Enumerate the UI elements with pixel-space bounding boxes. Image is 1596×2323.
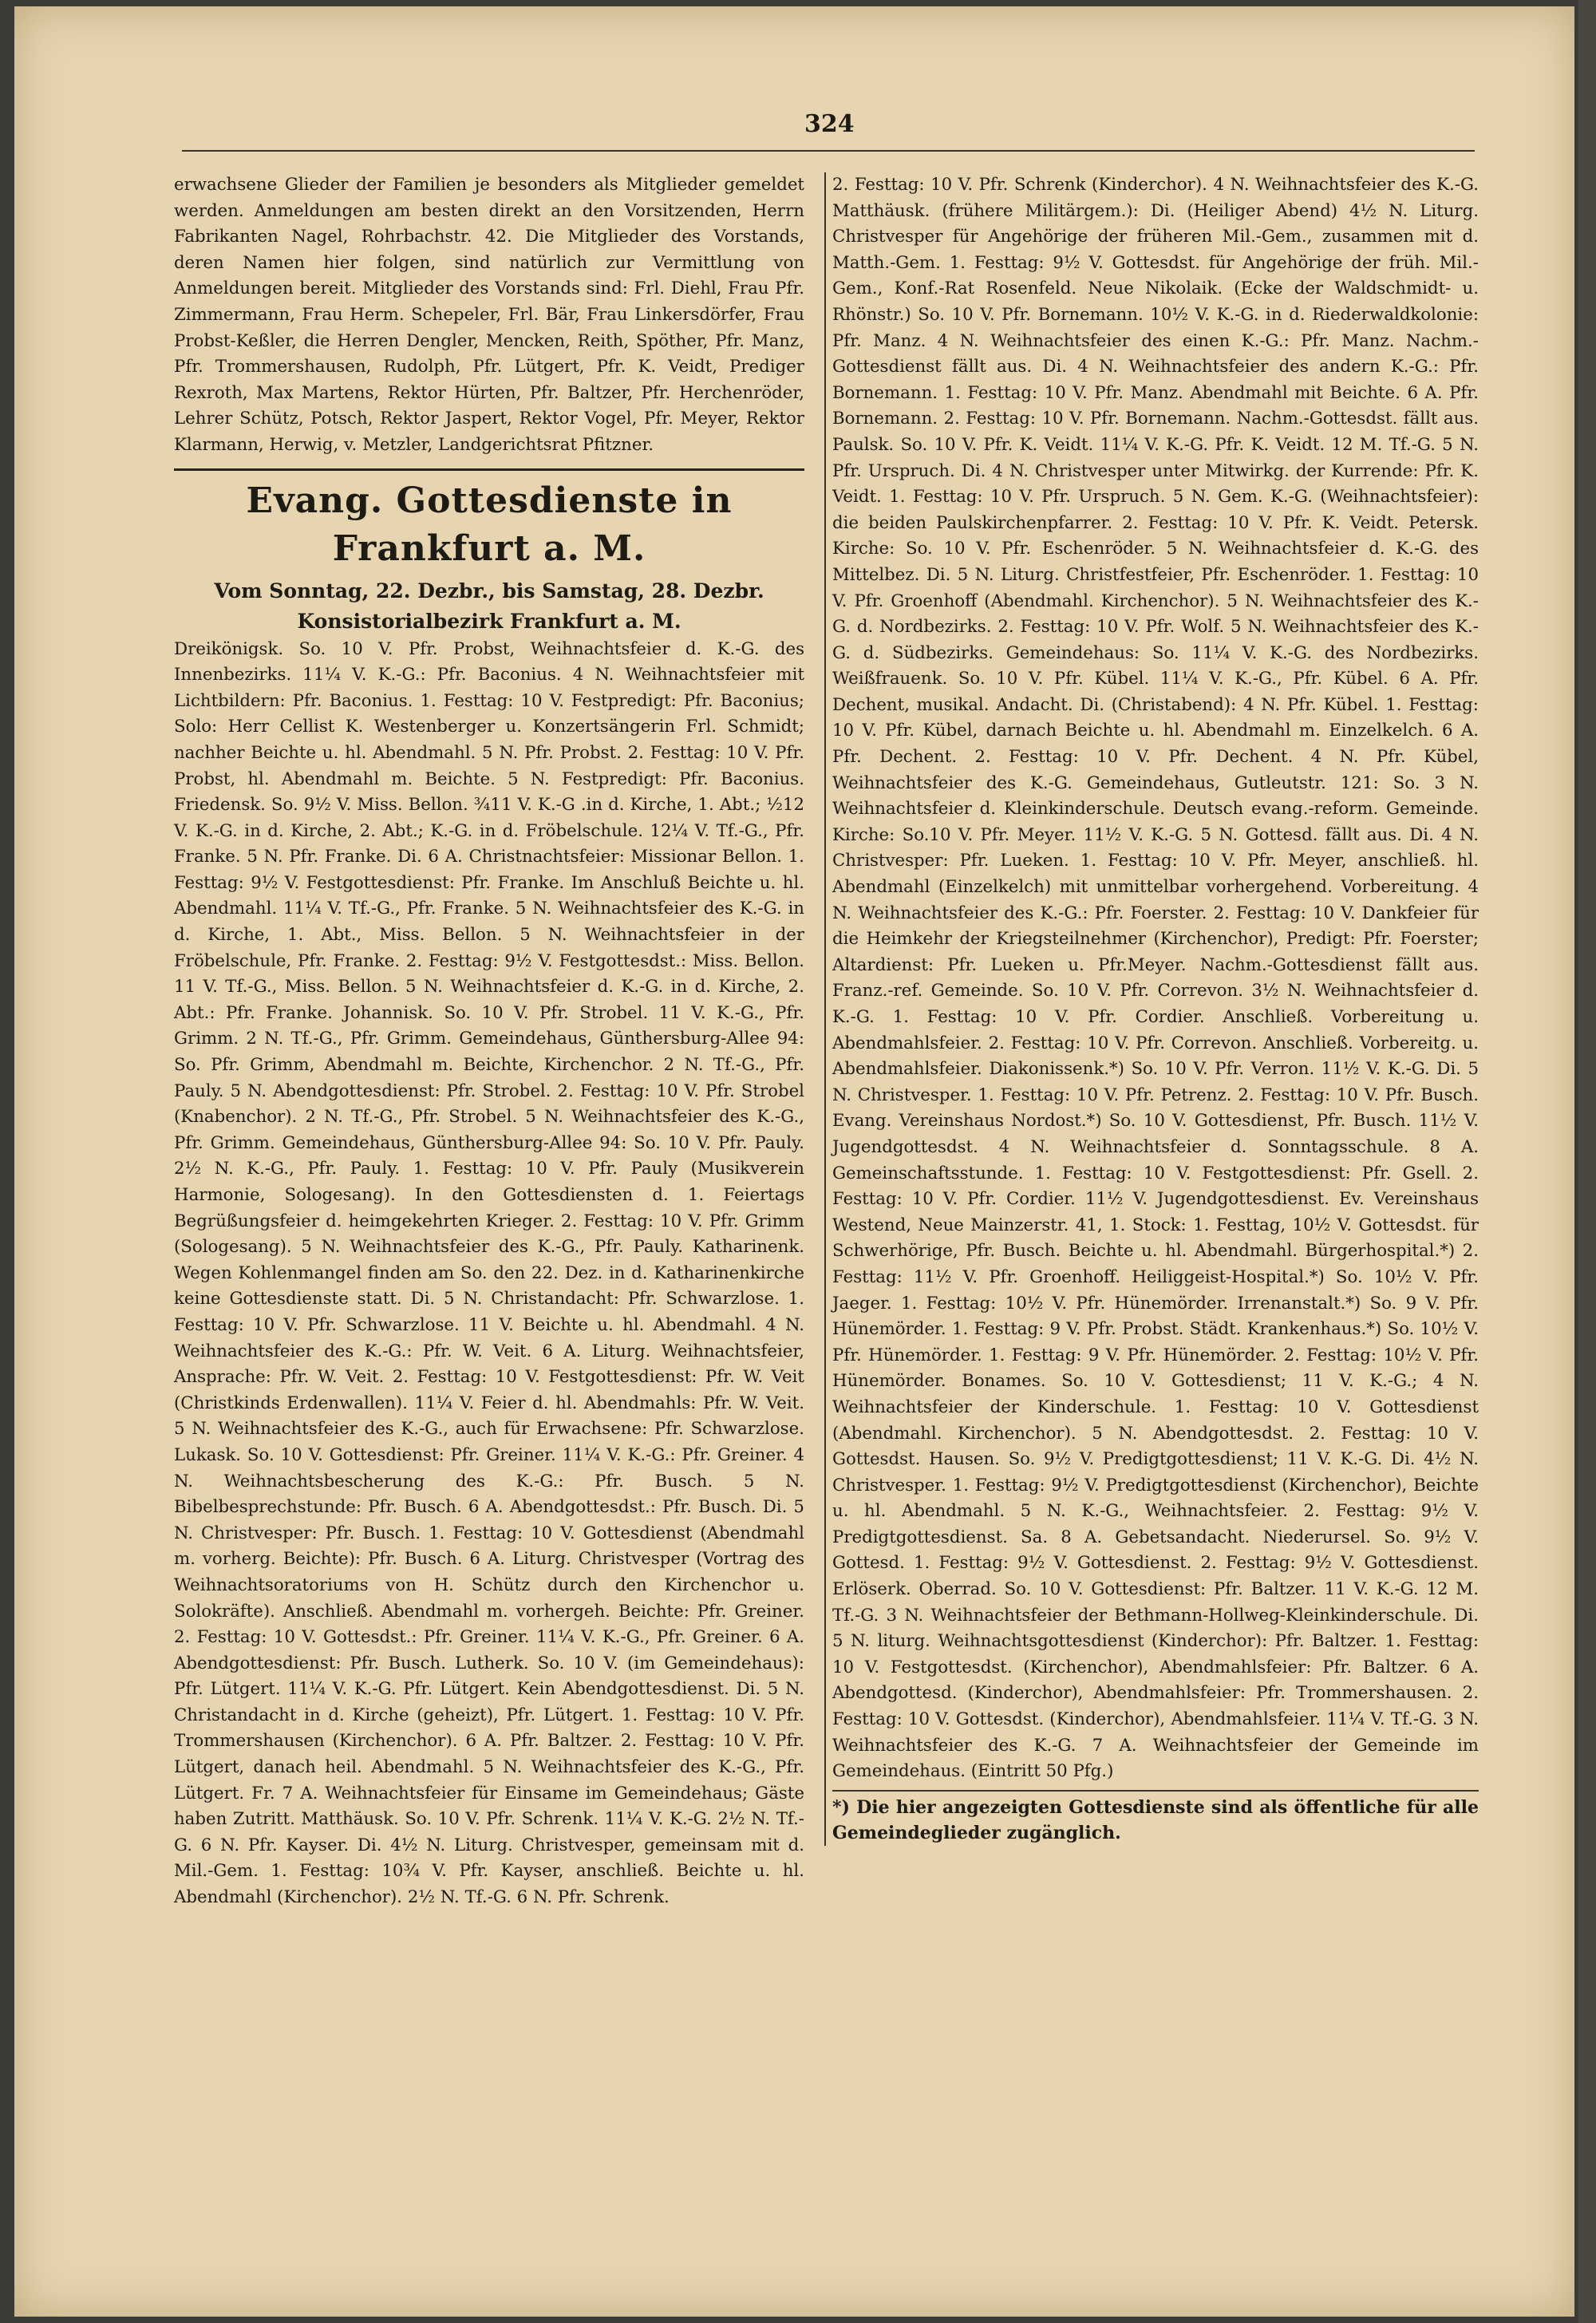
- service-listings-right: 2. Festtag: 10 V. Pfr. Schrenk (Kinderchor). 4 N. Weihnachtsfeier des K.-G. Matthäusk. (frühere Militärgem.): Di. (Heiliger Abend) 4½ N. Liturg. Christvesper für Angehörige der früheren Mil.-Gem., zusammen mit d. Matth.-Gem. 1. Festtag: 9½ V. Gottesdst. für Angehörige der früh. Mil.-Gem., Konf.-Rat Rosenfeld. Neue Nikolaik. (Ecke der Waldschmidt- u. Rhönstr.) So. 10 V. Pfr. Bornemann. 10½ V. K.-G. in d. Riederwaldkolonie: Pfr. Manz. 4 N. Weihnachtsfeier des einen K.-G.: Pfr. Manz. Nachm.-Gottesdienst fällt aus. Di. 4 N. Weihnachtsfeier des andern K.-G.: Pfr. Bornemann. 1. Festtag: 10 V. Pfr. Manz. Abendmahl mit Beichte. 6 A. Pfr. Bornemann. 2. Festtag: 10 V. Pfr. Bornemann. Nachm.-Gottesdst. fällt aus. Paulsk. So. 10 V. Pfr. K. Veidt. 11¼ V. K.-G. Pfr. K. Veidt. 12 M. Tf.-G. 5 N. Pfr. Urspruch. Di. 4 N. Christvesper unter Mitwirkg. der Kurrende: Pfr. K. Veidt. 1. Festtag: 10 V. Pfr. Urspruch. 5 N. Gem. K.-G. (Weihnachtsfeier): die beiden Paulskirchenpfarrer. 2. Festtag: 10 V. Pfr. K. Veidt. Petersk. Kirche: So. 10 V. Pfr. Eschenröder. 5 N. Weihnachtsfeier d. K.-G. des Mittelbez. Di. 5 N. Liturg. Christfestfeier, Pfr. Eschenröder. 1. Festtag: 10 V. Pfr. Groenhoff (Abendmahl. Kirchenchor). 5 N. Weihnachtsfeier des K.-G. d. Nordbezirks. 2. Festtag: 10 V. Pfr. Wolf. 5 N. Weihnachtsfeier des K.-G. d. Südbezirks. Gemeindehaus: So. 11¼ V. K.-G. des Nordbezirks. Weißfrauenk. So. 10 V. Pfr. Kübel. 11¼ V. K.-G., Pfr. Kübel. 6 A. Pfr. Dechent, musikal. Andacht. Di. (Christabend): 4 N. Pfr. Kübel. 1. Festtag: 10 V. Pfr. Kübel, darnach Beichte u. hl. Abendmahl m. Einzelkelch. 6 A. Pfr. Dechent. 2. Festtag: 10 V. Pfr. Dechent. 4 N. Pfr. Kübel, Weihnachtsfeier des K.-G. Gemeindehaus, Gutleutstr. 121: So. 3 N. Weihnachtsfeier d. Kleinkinderschule. Deutsch evang.-reform. Gemeinde. Kirche: So.10 V. Pfr. Meyer. 11½ V. K.-G. 5 N. Gottesd. fällt aus. Di. 4 N. Christvesper: Pfr. Lueken. 1. Festtag: 10 V. Pfr. Meyer, anschließ. hl. Abendmahl (Einzelkelch) mit unmittelbar vorhergehend. Vorbereitung. 4 N. Weihnachtsfeier des K.-G.: Pfr. Foerster. 2. Festtag: 10 V. Dankfeier für die Heimkehr der Kriegsteilnehmer (Kirchenchor), Predigt: Pfr. Foerster; Altardienst: Pfr. Lueken u. Pfr.Meyer. Nachm.-Gottesdienst fällt aus. Franz.-ref. Gemeinde. So. 10 V. Pfr. Correvon. 3½ N. Weihnachtsfeier d. K.-G. 1. Festtag: 10 V. Pfr. Cordier. Anschließ. Vorbereitung u. Abendmahlsfeier. 2. Festtag: 10 V. Pfr. Correvon. Anschließ. Vorbereitg. u. Abendmahlsfeier. Diakonissenk.*) So. 10 V. Pfr. Verron. 11½ V. K.-G. Di. 5 N. Christvesper. 1. Festtag: 10 V. Pfr. Petrenz. 2. Festtag: 10 V. Pfr. Busch. Evang. Vereinshaus Nordost.*) So. 10 V. Gottesdienst, Pfr. Busch. 11½ V. Jugendgottesdst. 4 N. Weihnachtsfeier d. Sonntagsschule. 8 A. Gemeinschaftsstunde. 1. Festtag: 10 V. Festgottesdienst: Pfr. Gsell. 2. Festtag: 10 V. Pfr. Cordier. 11½ V. Jugendgottesdienst. Ev. Vereinshaus Westend, Neue Mainzerstr. 41, 1. Stock: 1. Festtag, 10½ V. Gottesdst. für Schwerhörige, Pfr. Busch. Beichte u. hl. Abendmahl. Bürgerhospital.*) 2. Festtag: 11½ V. Pfr. Groenhoff. Heiliggeist-Hospital.*) So. 10½ V. Pfr. Jaeger. 1. Festtag: 10½ V. Pfr. Hünemörder. Irrenanstalt.*) So. 9 V. Pfr. Hünemörder. 1. Festtag: 9 V. Pfr. Probst. Städt. Krankenhaus.*) So. 10½ V. Pfr. Hünemörder. 1. Festtag: 9 V. Pfr. Hünemörder. 2. Festtag: 10½ V. Pfr. Hünemörder. Bonames. So. 10 V. Gottesdienst; 11 V. K.-G.; 4 N. Weihnachtsfeier der Kinderschule. 1. Festtag: 10 V. Gottesdienst (Abendmahl. Kirchenchor). 5 N. Abendgottesdst. 2. Festtag: 10 V. Gottesdst. Hausen. So. 9½ V. Predigtgottesdienst; 11 V. K.-G. Di. 4½ N. Christvesper. 1. Festtag: 9½ V. Predigtgottesdienst (Kirchenchor), Beichte u. hl. Abendmahl. 5 N. K.-G., Weihnachtsfeier. 2. Festtag: 9½ V. Predigtgottesdienst. Sa. 8 A. Gebetsandacht. Niederursel. So. 9½ V. Gottesd. 1. Festtag: 9½ V. Gottesdienst. 2. Festtag: 9½ V. Gottesdienst. Erlöserk. Oberrad. So. 10 V. Gottesdienst: Pfr. Baltzer. 11 V. K.-G. 12 M. Tf.-G. 3 N. Weihnachtsfeier der Bethmann-Hollweg-Kleinkinderschule. Di. 5 N. liturg. Weihnachtsgottesdienst (Kinderchor): Pfr. Baltzer. 1. Festtag: 10 V. Festgottesdst. (Kirchenchor), Abendmahlsfeier: Pfr. Baltzer. 6 A. Abendgottesd. (Kinderchor), Abendmahlsfeier: Pfr. Trommershausen. 2. Festtag: 10 V. Gottesdst. (Kinderchor), Abendmahlsfeier. 11¼ V. Tf.-G. 3 N. Weihnachtsfeier des K.-G. 7 A. Weihnachtsfeier der Gemeinde im Gemeindehaus. (Eintritt 50 Pfg.): [832, 175, 1479, 1782]
- header-rule: [182, 150, 1475, 152]
- service-listings-left: Dreikönigsk. So. 10 V. Pfr. Probst, Weihnachtsfeier d. K.-G. des Innenbezirks. 11¼ V. K.-G.: Pfr. Baconius. 4 N. Weihnachtsfeier mit Lichtbildern: Pfr. Baconius. 1. Festtag: 10 V. Festpredigt: Pfr. Baconius; Solo: Herr Cellist K. Westenberger u. Konzertsängerin Frl. Schmidt; nachher Beichte u. hl. Abendmahl. 5 N. Pfr. Probst. 2. Festtag: 10 V. Pfr. Probst, hl. Abendmahl m. Beichte. 5 N. Festpredigt: Pfr. Baconius. Friedensk. So. 9½ V. Miss. Bellon. ¾11 V. K.-G .in d. Kirche, 1. Abt.; ½12 V. K.-G. in d. Kirche, 2. Abt.; K.-G. in d. Fröbelschule. 12¼ V. Tf.-G., Pfr. Franke. 5 N. Pfr. Franke. Di. 6 A. Christnachtsfeier: Missionar Bellon. 1. Festtag: 9½ V. Festgottesdienst: Pfr. Franke. Im Anschluß Beichte u. hl. Abendmahl. 11¼ V. Tf.-G., Pfr. Franke. 5 N. Weihnachtsfeier des K.-G. in d. Kirche, 1. Abt., Miss. Bellon. 5 N. Weihnachtsfeier in der Fröbelschule, Pfr. Franke. 2. Festtag: 9½ V. Festgottesdst.: Miss. Bellon. 11 V. Tf.-G., Miss. Bellon. 5 N. Weihnachtsfeier d. K.-G. in d. Kirche, 2. Abt.: Pfr. Franke. Johannisk. So. 10 V. Pfr. Strobel. 11 V. K.-G., Pfr. Grimm. 2 N. Tf.-G., Pfr. Grimm. Gemeindehaus, Günthersburg-Allee 94: So. Pfr. Grimm, Abendmahl m. Beichte, Kirchenchor. 2 N. Tf.-G., Pfr. Pauly. 5 N. Abendgottesdienst: Pfr. Strobel. 2. Festtag: 10 V. Pfr. Strobel (Knabenchor). 2 N. Tf.-G., Pfr. Strobel. 5 N. Weihnachtsfeier des K.-G., Pfr. Grimm. Gemeindehaus, Günthersburg-Allee 94: So. 10 V. Pfr. Pauly. 2½ N. K.-G., Pfr. Pauly. 1. Festtag: 10 V. Pfr. Pauly (Musikverein Harmonie, Sologesang). In den Gottesdiensten d. 1. Feiertags Begrüßungsfeier d. heimgekehrten Krieger. 2. Festtag: 10 V. Pfr. Grimm (Sologesang). 5 N. Weihnachtsfeier des K.-G., Pfr. Pauly. Katharinenk. Wegen Kohlenmangel finden am So. den 22. Dez. in d. Katharinenkirche keine Gottesdienste statt. Di. 5 N. Christandacht: Pfr. Schwarzlose. 1. Festtag: 10 V. Pfr. Schwarzlose. 11 V. Beichte u. hl. Abendmahl. 4 N. Weihnachtsfeier des K.-G.: Pfr. W. Veit. 6 A. Liturg. Weihnachtsfeier, Ansprache: Pfr. W. Veit. 2. Festtag: 10 V. Festgottesdienst: Pfr. W. Veit (Christkinds Erdenwallen). 11¼ V. Feier d. hl. Abendmahls: Pfr. W. Veit. 5 N. Weihnachtsfeier des K.-G., auch für Erwachsene: Pfr. Schwarzlose. Lukask. So. 10 V. Gottesdienst: Pfr. Greiner. 11¼ V. K.-G.: Pfr. Greiner. 4 N. Weihnachtsbescherung des K.-G.: Pfr. Busch. 5 N. Bibelbesprechstunde: Pfr. Busch. 6 A. Abendgottesdst.: Pfr. Busch. Di. 5 N. Christvesper: Pfr. Busch. 1. Festtag: 10 V. Gottesdienst (Abendmahl m. vorherg. Beichte): Pfr. Busch. 6 A. Liturg. Christvesper (Vortrag des Weihnachtsoratoriums von H. Schütz durch den Kirchenchor u. Solokräfte). Anschließ. Abendmahl m. vorhergeh. Beichte: Pfr. Greiner. 2. Festtag: 10 V. Gottesdst.: Pfr. Greiner. 11¼ V. K.-G., Pfr. Greiner. 6 A. Abendgottesdienst: Pfr. Busch. Lutherk. So. 10 V. (im Gemeindehaus): Pfr. Lütgert. 11¼ V. K.-G. Pfr. Lütgert. Kein Abendgottesdienst. Di. 5 N. Christandacht in d. Kirche (geheizt), Pfr. Lütgert. 1. Festtag: 10 V. Pfr. Trommershausen (Kirchenchor). 6 A. Pfr. Baltzer. 2. Festtag: 10 V. Pfr. Lütgert, danach heil. Abendmahl. 5 N. Weihnachtsfeier des K.-G., Pfr. Lütgert. Fr. 7 A. Weihnachtsfeier für Einsame im Gemeindehaus; Gäste haben Zutritt. Matthäusk. So. 10 V. Pfr. Schrenk. 11¼ V. K.-G. 2½ N. Tf.-G. 6 N. Pfr. Kayser. Di. 4½ N. Liturg. Christvesper, gemeinsam mit d. Mil.-Gem. 1. Festtag: 10¾ V. Pfr. Kayser, anschließ. Beichte u. hl. Abendmahl (Kirchenchor). 2½ N. Tf.-G. 6 N. Pfr. Schrenk.: [174, 638, 804, 1908]
- section-title: Evang. Gottesdienste in Frankfurt a. M.: [246, 480, 733, 569]
- page-number: 324: [804, 110, 855, 138]
- district-heading: Konsistorialbezirk Frankfurt a. M.: [297, 609, 681, 633]
- intro-paragraph: erwachsene Glieder der Familien je besonders als Mitglieder gemeldet werden. Anmeldungen am besten direkt an den Vorsitzenden, Herrn Fabrikanten Nagel, Rohrbachstr. 42. Die Mitglieder des Vorstands, deren Namen hier folgen, sind natürlich zur Vermittlung von Anmeldungen bereit. Mitglieder des Vorstands sind: Frl. Diehl, Frau Pfr. Zimmermann, Frau Herm. Schepeler, Frl. Bär, Frau Linkersdörfer, Frau Probst-Keßler, die Herren Dengler, Mencken, Reith, Spöther, Pfr. Manz, Pfr. Trommershausen, Rudolph, Pfr. Lütgert, Pfr. K. Veidt, Prediger Rexroth, Max Martens, Rektor Hürten, Pfr. Baltzer, Pfr. Herchenröder, Lehrer Schütz, Potsch, Rektor Jaspert, Rektor Vogel, Pfr. Meyer, Rektor Klarmann, Herwig, v. Metzler, Landgerichtsrat Pfitzner.: [174, 175, 804, 455]
- title-divider: [174, 468, 804, 471]
- right-column: [824, 172, 1479, 1846]
- footnote: *) Die hier angezeigten Gottesdienste sind als öffentliche für alle Gemeindeglieder zugänglich.: [832, 1790, 1479, 1846]
- next-page-edge: [1578, 0, 1596, 2323]
- date-range: Vom Sonntag, 22. Dezbr., bis Samstag, 28. Dezbr.: [214, 579, 764, 602]
- newspaper-page: [14, 6, 1574, 2317]
- left-column: [174, 172, 804, 1911]
